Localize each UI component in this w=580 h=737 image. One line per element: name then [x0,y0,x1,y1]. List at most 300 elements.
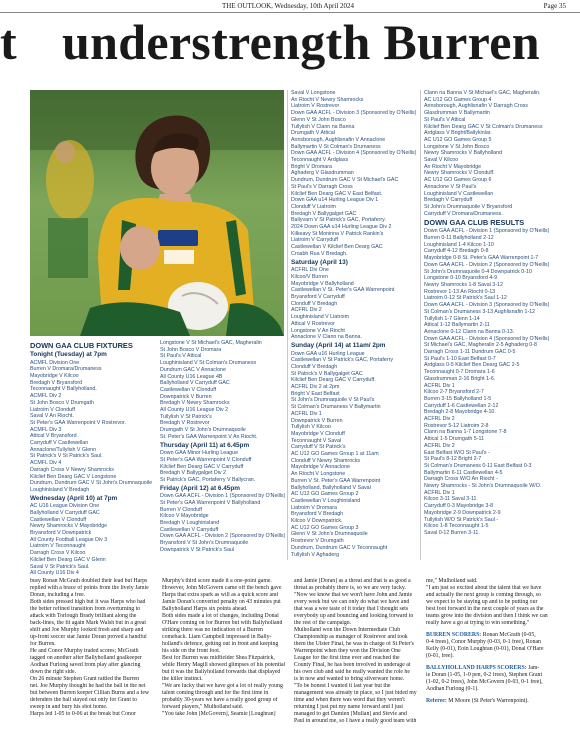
header-rule [0,12,580,13]
story-line: everybody up and bouncing and looking forward to [294,613,414,619]
fixture-line: Ballyholland V Carryduff GAC [160,380,230,387]
fixture-line: Longstone 0-10 Bryansford 4-9 [424,275,498,282]
fixture-line: Burren V Dromara/Drumaness [30,366,102,373]
fixture-line: Bredagh V Newry Shamrocks [160,400,230,407]
fixture-line: Loughinisland V Liatroim [291,314,350,321]
fixture-line: Ballyvarn V St Patrick's GAC, Portaferry. [291,217,386,224]
fixture-line: Tullylish W/O St Patrick's Saul - [424,516,499,523]
fixture-line: Annsborough, Aughlisnafin V Annaclone [291,136,386,143]
story-line: Aodhan Furlong saved from play after glancing [30,662,141,668]
fixture-line: Kilcoo/V Burren [291,273,328,280]
fixture-line: Down GAA ACFL - Division 1 (Sponsored by O'Neills) [424,228,550,235]
story-line: Both sides made a lot of changes, including Donal [162,613,279,619]
fixture-line: Down GAA ACFL - Division 1 (Sponsored by O'Neills) [160,493,286,500]
fixtures-b-body [160,340,287,554]
fixture-line: St John's Drumnaquoile V Bryansford [424,203,513,210]
fixture-line: Rostrevor V Drumgath [291,538,344,545]
harps-scorers-line [426,665,556,672]
fixture-line: East Belfast W/O St Paul's - [424,449,490,456]
page-number: Page 35 [543,2,566,10]
fixture-line: Saval 0-12 Burren 3-11. [424,530,480,536]
fixtures-a-body [30,351,158,577]
fixture-line: St Peter's GAA Warrenpoint V Clonduff [160,456,252,463]
fixture-line: Ballyholland V Carryduff GAC [30,509,100,516]
fixture-line: Bredagh V Ballygalget GAC [291,210,357,217]
fixture-line: St Patrick's GAC, Portaferry V Ballycran. [160,476,256,483]
story-line: that was a wee taste of it today that I thought sets [294,606,409,612]
story-line: every week but we can only do what we have and [294,599,410,605]
fixture-line: All County Football League Div 3 [30,536,108,543]
fixture-line: St Paul's 8-12 Bright 2-7 [424,456,482,463]
fixture-line: Down GAA ACFL - Division 2 (Sponsored by O'Neills) [424,261,550,268]
fixture-line: Glasdrumman 2-16 Bright 1-6. [424,375,496,382]
section-heading: Sunday (April 14) at 11am/ 2pm [291,341,386,349]
fixture-line: All County U16 Div 4 [30,570,79,577]
story-line: Harps that extra spark as will as a quick score and [162,592,278,598]
story-line: the better refined transition from overturning to [30,606,141,612]
story-line: comeback. Liam Campbell impressed in Bally- [162,634,272,640]
harps-scorers-cont: (1-02, 0-2 frees), John McGovern (0-03, 0-1 free), [426,679,543,685]
fixture-line: Burren V Clonduff [160,506,203,513]
fixture-line: Bryansford V Downpatrick [30,530,92,537]
fixture-line: An Riocht V Mayobridge [424,163,482,170]
fixture-line: Loughinisland V Bredagh [30,486,90,493]
story-line: Championship as manager of Rostrevor and took [294,634,408,640]
player-photo-illustration [30,90,284,336]
fixture-line: Teconnaught V Saval [291,437,342,444]
fixture-line: Rostrevor 5-12 Liatroim 2-8 [424,422,489,429]
section-heading: Wednesday (April 10) at 7pm [30,494,118,502]
fixture-line: Bredagh 2-8 Mayobridge 4-10. [424,409,496,416]
fixture-line: AC U12 GO Games Group 3 [291,524,359,531]
story-line: but it was the Ballyholland forwards that displayed [162,669,281,675]
fixture-line: Attical 1-12 Ballymartin 2-11 [424,322,490,329]
fixture-line: Loughinisland V Castlewellan [424,190,494,197]
fixtures-column-c [291,90,419,558]
fixture-line: Liatroim V Rostrevor [291,103,340,110]
story-line: On 26 minute Stephen Grant rattled the Burren [30,676,139,682]
fixture-line: St John's Drumnaquoile 0-4 Downpatrick 0-10 [424,268,532,275]
fixture-line: AC U12 GO Games Group 5 [424,136,492,143]
fixture-line: Saval V Kilcoo [424,157,459,164]
fixture-line: Down GAA ACFL - Division 4 (Sponsored by O'Neills) [424,335,550,342]
fixture-line: Clonduff V Liatroim [291,203,336,210]
fixture-line: Loughinisland 1-4 Kilcoo 1-10 [424,241,494,248]
fixture-line: Drumgath V Attical [291,130,335,137]
fixture-line: Newry Shamrocks 1-8 Saval 3-12 [424,281,503,288]
fixture-line: Saval V St Patrick's Saul. [30,563,90,570]
story-line: talent coming through and for the first time in [162,690,269,696]
fixture-line: St Paul's V Attical [424,116,466,123]
fixture-line: Longstone V St Michael's GAC, Magheralin [160,340,262,346]
fixture-line: Clann na Banna 1-7 Longstone 7-8 [424,429,507,436]
story-line: County Final, he has been involved in underage at [294,662,411,668]
burren-scorers-first: Ronan McGrath (0-05, [482,632,536,638]
story-line: me," Mulholland said. [426,578,478,584]
fixture-line: Kilcoo 1-8 Teconnaught 1-5 [424,523,489,530]
fixture-line: An Riocht V Longstone [291,471,346,478]
fixture-line: Kilclief Ben Dearg GAC V Carryduff. [291,377,376,384]
referee-text: M Moore (St Peter's Warrenpoint). [448,698,529,704]
fixture-line: AC U12 GO Games Group 1 at 11am [291,451,379,458]
story-line: them the Ulster Final, he was in charge of St Peter's [294,641,414,647]
fixture-line: Kilkeavy St Moninna V Patrick Rankin's [291,230,384,237]
fixture-line: Down GAA Minor Hurling League [160,450,239,457]
fixture-line: Liatroim V Clonduff [30,406,75,413]
fixture-line: Liatroim 0-12 St Patrick's Saul 1-12 [424,295,507,302]
story-line: forward players," Mulholland said. [162,704,244,710]
referee-line [426,698,556,705]
fixture-line: Longstone V An Riocht [291,327,345,334]
fixture-line: Annaclone/Tullylish V Glenn [30,446,97,453]
fixture-line: ACMFL Division One [30,359,80,366]
story-line: holland's defence, getting out in front and keeping [162,641,279,647]
fixture-line: St John Bosco V Drumgath [30,399,94,406]
fixture-line: Newry Shamrocks V Mayobridge [30,523,108,530]
fixture-line: Carryduff 4-12 Bredagh 0-8 [424,248,489,255]
story-line: attack with Torlough Brady brilliant along the [30,613,137,619]
fixture-line: Down GAA ACFL - Division 3 (Sponsored by O'Neills) [291,110,417,117]
fixture-line: Glenn V St John Bosco [291,116,346,123]
fixture-line: Carryduff V Castlewellan [30,440,89,447]
harps-scorers-label: BALLYHOLLAND HARPS SCORERS: [426,665,527,671]
story-line: "To be honest I wanted it last year but the [294,683,391,689]
fixture-line: Dundrum GAC V Annaclone [160,366,226,373]
fixture-line: Annaclone V St Paul's [424,183,477,190]
fixtures-title: DOWN GAA CLUB FIXTURES [30,341,133,350]
fixture-line: Kilcoo V Mayobridge [160,513,209,520]
story-line: "Now we know that we won't have John and Jamie [294,592,413,598]
fixture-line: Ardglass V Bright/Ballykinlar. [424,130,492,137]
story-line: Mulholland won the Down Intermediate Club [294,627,401,633]
story-line: sweep in and bury his shot home. [30,704,108,710]
fixture-line: Croabh Rua V Bredagh. [291,250,348,257]
fixture-line: Carryduff V Dromara/Drumaness. [424,210,503,217]
fixture-line: Down GAA ACFL - Division 2 (Sponsored by O'Neills) [160,533,286,540]
story-line: Jamie Doran's converted penalty on 43 minutes put [162,599,281,605]
column-rule [287,90,288,560]
fixture-line: ACFRL Div 1 [424,382,455,389]
fixture-line: Teconnaught V Ardglass [291,157,349,164]
fixture-line: Drumgath V St John's Drumnaquoile [160,427,246,434]
fixture-line: ACFRL Div 2 [424,416,455,423]
section-heading: Tonight (Tuesday) at 7pm [30,351,107,358]
story-column-4 [426,578,556,705]
fixture-line: Ballymartin 6-11 Castlewellan 4-5 [424,469,503,476]
fixture-line: Kilcoo 3-11 Saval 3-11 [424,496,477,503]
fixture-line: Rostrevor 1-13 An Riocht 0-13 [424,288,496,295]
story-line: the rest of the campaign. [294,620,352,626]
fixture-line: Down GAA u14 Hurling League Div 1 [291,197,379,204]
fixture-line: Darragh Cross V Newry Shamrocks [30,466,114,473]
fixture-line: Ballymartin V St Colman's Drumaness [291,143,381,150]
fixture-line: Burren 0-11 Ballyholland 2-12 [424,235,494,242]
fixture-line: Castlewellan V Carryduff [160,526,219,533]
fixture-line: St Paul's V Attical [160,353,202,360]
story-line: Doran, including a free. [30,592,86,598]
fixture-line: Carryduff 0-3 Mayobridge 3-8 [424,503,494,510]
fixture-line: St John Bosco V Dromara [160,346,222,353]
story-line: busy Ronan McGrath doubled their lead but Harps [30,578,148,584]
story-line: and Jamie [Doran] as a threat and that is as good a [294,578,411,584]
story-line: threat as probably there is, so we are very lucky. [294,585,406,591]
section-heading: Saturday (April 13) [291,258,348,266]
fixture-line: Bryansford V Bredagh [291,511,344,518]
fixture-line: Mayobridge 2-9 Downpatrick 2-9 [424,509,501,516]
fixture-line: Bryansford V St John's Drumnaquoile [160,540,249,547]
fixture-line: Annsborough, Aughlisnafin V Darragh Cross [424,103,528,110]
fixture-line: Ardglass 0-5 Kilclief Ben Dearg GAC 2-5 [424,362,520,369]
fixture-line: Down GAA u16 Hurling League [291,350,365,357]
fixtures-c-body [291,90,419,558]
fixture-line: Annaclone V Clann na Banna. [291,334,362,341]
fixtures-column-d [424,90,552,537]
section-heading: DOWN GAA CLUB RESULTS [424,218,525,228]
story-line: the killer instinct. [162,676,203,682]
fixture-line: Teconnaught V Ballyholland. [30,386,97,393]
burren-scorers-label: BURREN SCORERS: [426,632,482,638]
harps-scorers-cont: ie Doran (1-05, 1-0 pen, 0-2 frees), Stephen Grant [426,672,543,678]
fixture-line: AC U12 GO Games Group 6 [424,177,492,184]
fixture-line: Down GAA ACFL - Division 4 (Sponsored by O'Neills) [291,150,417,157]
fixture-line: St Colman's Drumaness V Ballymartin [291,404,381,411]
fixture-line: St. Peter's GAA Warrenpoint V An Riocht. [160,433,258,440]
story-line: "You take John [McGovern], Seamie [Loughran] [162,711,276,717]
fixture-line: Mayobridge V Clonduff [291,430,345,437]
fixture-line: AC U12 GO Games Group 4 [424,96,492,103]
fixture-line: Loughinisland V St Colman's Drumaness [160,360,257,367]
fixture-line: An Riocht V Newry Shamrocks [291,96,364,103]
story-column-1 [30,578,158,718]
story-line: Both sides pressed high but it was Harps who had [30,599,146,605]
story-line: He and Conor Murphy traded scores; McGrath [30,648,139,654]
fixture-line: St Colman's Drumaness 3-13 Aughlisnafin 1-12 [424,308,536,315]
fixture-line: Dundrum, Dundrum GAC V Teconnaught [291,544,388,551]
referee-label: Referee: [426,698,447,704]
harps-scorers-cont: Aodhan Furlong (0-1). [426,686,479,692]
harps-scorers-first: Jam- [528,665,540,671]
fixture-line: Kilclief Ben Dearg GAC V Longstone [30,473,117,480]
fixture-line: ACFRL Div 1 [424,489,455,496]
fixture-line: ACFRL Div 2 [291,307,322,314]
fixture-line: Newry Shamrocks - St John's Drumnaquoile W/O. [424,483,542,490]
story-column-3 [294,578,422,725]
burren-scorers-cont: Kelly (0-01), Eoin Loughran (0-01), Donal O'Hare [426,646,544,652]
fixture-line: Bredagh V Carryduff [424,197,473,204]
fixture-line: Downpatrick V St Patrick's Saul [160,546,235,553]
fixture-line: Bright V Dromara [291,163,332,170]
fixture-line: Attical V Rostrevor [291,320,335,327]
fixture-line: Clonduff V Bredagh [291,363,338,370]
fixture-line: Carryduff 1-6 Castlewellan 2-12 [424,402,499,409]
fixture-line: Burren 3-15 Ballyholland 1-5 [424,395,492,402]
story-line: for Burren. [30,641,56,647]
fixture-line: 2024 Down GAA u14 Hurling League Div 2 [291,224,392,231]
fixture-line: Attical 1-5 Drumgath 5-11 [424,436,484,443]
fixture-line: Castlewellan V St. Peter's GAA Warrenpoint [291,287,395,294]
fixture-line: ACFRL Div 2 at 2pm [291,384,340,391]
story-line: net. Joe Murphy thought he had the ball in the net [30,683,146,689]
fixture-line: ACFRL Div 2 [424,442,455,449]
fixture-line: Castlewellan V St Patrick's GAC, Portaferry [291,357,393,364]
fixture-line: Liatroim V Carryduff [291,237,339,244]
fixture-line: Bredagh V Rostrevor [160,420,210,427]
story-line: striking there was no indication of a Burren [162,627,263,633]
fixture-line: Liatroim V Dromara [291,504,337,511]
story-line: League for the first time ever and reached the [294,655,400,661]
fixture-line: Mayobridge V Annaclone [291,464,350,471]
fixture-line: Clonduff V Newry Shamrocks [291,457,361,464]
fixture-line: Newry Shamrocks V Clonduff. [424,170,495,177]
story-line: "We are lucky that we have got a lot of really young [162,683,283,689]
fixtures-column-b [160,340,287,554]
fixture-line: St John's Drumnaquoile V St Paul's [291,397,375,404]
story-col4-body [426,578,556,627]
fixture-line: Castlewellan V Clonduff [30,516,87,523]
fixtures-column-a [30,340,158,577]
burren-scorers-cont: (0-01, free). [426,653,454,659]
fixture-line: Mayobridge V Ballyholland [291,280,354,287]
fixture-line: All County U16 League 4B [160,373,223,380]
story-line: "I am just so excited about the talent that we have [426,585,542,591]
story-line: time and when there was word that they weren't [294,697,405,703]
fixture-line: St Paul's V Darragh Cross [291,183,353,190]
gaelic-football-player-photo [30,90,284,336]
fixture-line: Mayobridge V Kilcoo [30,373,79,379]
story-line: we expect to be staying up and to be putting our [426,599,538,605]
story-line: down the right side. [30,669,77,675]
fixture-line: Tullylish V Clann na Banna [291,123,355,130]
fixture-line: Tullylish V St Patrick's [160,413,212,420]
fixture-line: AC U12 GO Games Group 2 [291,491,359,498]
headline [0,14,580,70]
burren-scorers-cont: 0-4 frees), Conor Murphy (0-03, 0-1 free), Ronan [426,639,541,645]
fixture-line: ACFRL Div 1 [291,410,322,417]
fixture-line: Aghaderg V Glasdrumman [291,170,354,177]
story-line: However, John McGovern came off the bench gave [162,585,282,591]
fixture-line: Dundrum, Dundrum GAC V St John's Drumnaquoile [30,480,153,487]
section-heading: Friday (April 12) at 6.45pm [160,484,240,492]
story-line: Paul in around me, so I have a really good team with [294,718,417,724]
story-line: replied with a brace of points from the lively Jamie [30,585,149,591]
fixture-line: Saval V Longstone [291,90,336,96]
running-header: THE OUTLOOK, Wednesday, 10th April 2024 [222,2,355,10]
fixture-line: Kilclief Ben Dearg GAC V East Belfast. [291,190,383,197]
fixture-line: St Michael's GAC, Magheralin 2-5 Aghaderg 0-8 [424,342,537,349]
fixture-line: Ballyholland, Ballyholland V Saval [291,484,371,491]
story-line: Best for Burren was midfielder Shea Fitzpatrick, [162,655,275,661]
story-line: Harps led 1-05 to 0-06 at the break but Conor [30,711,136,717]
story-line: management was already in place, so I just bided my [294,690,417,696]
fixtures-d-body [424,90,552,537]
fixture-line: Kilcoo 2-7 Bryansford 2-7 [424,389,484,396]
fixture-line: Tullylish V Aghaderg [291,551,340,558]
fixture-line: Kilclief Ben Dearg GAC V Carryduff [160,463,244,470]
fixture-line: ACMFL Div 3 [30,426,62,433]
fixture-line: AC U16 League Division One [30,503,100,510]
fixture-line: Newry Shamrocks V Ballyholland [424,150,503,157]
story-line: managed to get Damien [Mullan] and Stevie and [294,711,407,717]
fixture-line: Clann na Banna V St Michael's GAC, Magheralin. [424,90,541,96]
fixture-line: Dundrum, Dundrum GAC V St Michael's GAC [291,177,399,184]
fixture-line: ACFRL Div One [291,267,329,274]
story-line: but between Burren keeper Cillian Burns and a few [30,690,150,696]
story-line: back-lines, the fit again Mark Walsh but in a great [30,620,146,626]
story-line: and actually the next group is coming through, so [426,592,541,598]
fixture-line: St Colman's Drumaness 0-11 East Belfast 0-3 [424,462,532,469]
column-rule [420,90,421,560]
fixture-line: St Peter's GAA Warrenpoint V Ballyholland [160,499,261,506]
story-line: returning I just put my name forward and I just [294,704,403,710]
fixture-line: Tullylish 1-7 Glenn 1-14 [424,315,480,322]
story-line: while Henry Magill showed glimpses of his potential [162,662,286,668]
fixture-line: Carryduff V St Patrick's [291,444,346,451]
fixture-line: Bryansford V Carryduff [291,293,345,300]
fixture-line: Clonduff V Bredagh [291,300,338,307]
fixture-line: Longstone V St John Bosco [424,143,490,150]
fixture-line: Darragh Cross V Kilcoo [30,550,86,557]
headline-fragment: t [0,14,17,70]
fixture-line: Tullylish V Kilcoo [291,424,331,431]
story-line: his own club and said he really wanted the role he [294,669,410,675]
fixture-line: Darragh Cross 1-11 Dundrum GAC 0-5 [424,349,516,356]
story-line: Murphy's third score made it a one-point game. [162,578,272,584]
fixture-line: Mayobridge 0-8 St. Peter's GAA Warrenpoint 1-7 [424,255,539,262]
story-line: his side on the front foot. [162,648,221,654]
fixture-line: Glenn V St John's Drumnaquoile [291,531,368,538]
story-line: really have a go at trying to win something." [426,620,530,626]
fixture-line: Darragh Cross W/O An Riocht - [424,476,498,483]
fixture-line: Castlewellan V Loughinisland [291,497,361,504]
fixture-line: St Patrick's V Ballygalget GAC [291,370,363,377]
fixture-line: Castlewellan V Kilclief Ben Dearg GAC [291,244,383,251]
story-line: up-front soccer star Jamie Doran proved a handful [30,634,147,640]
fixture-line: Saval V An Riocht. [30,413,74,420]
fixture-line: All County U16 League Div 2 [160,407,229,414]
story-line: Ballyholland Harps six points ahead. [162,606,248,612]
fixture-line: ACMFL Div 4 [30,460,62,467]
story-line: tagged on another after Ballyholland goalkeeper [30,655,142,661]
headline-main: understrength Burren [62,14,540,70]
fixture-line: ACMFL Div 2 [30,393,62,400]
fixture-line: Kilclief Ben Dearg GAC V St Colman's Drumaness [424,123,543,130]
fixture-line: Attical V Bryansford [30,433,77,440]
story-column-2 [162,578,290,718]
fixture-line: St Paul's 1-10 East Belfast 0-7 [424,355,496,362]
fixture-line: Burren V St. Peter's GAA Warrenpoint [291,477,381,484]
fixture-line: Down GAA ACFL - Division 3 (Sponsored by O'Neills) [424,302,550,309]
fixture-line: Glasdrumman V Ballymartin [424,110,490,117]
burren-scorers-line [426,632,556,639]
fixture-line: Kilcoo V Downpatrick. [291,518,343,525]
story-line: best foot forward in the next couple of years as the [426,606,544,612]
section-heading: Thursday (April 11) at 6.45pm [160,441,250,449]
fixture-line: Bredagh V Bryansford [30,379,83,386]
fixture-line: Annaclone 0-12 Clann na Banna 0-13. [424,328,515,335]
story-line: O'Hare coming on for Burren but with Ballyholland [162,620,283,626]
fixture-line: Bredagh V Ballygalget Div 2 [160,470,226,477]
story-line: shift and Joe Murphy looked fresh and sharp and [30,627,144,633]
story-line: teams grow into the division and then I think we can [426,613,548,619]
fixture-line: Bright V East Belfast [291,390,340,397]
fixture-line: Castlewellan V Clonduff [160,386,217,393]
story-line: defenders the ball stayed out only for Grant to [30,697,137,703]
fixture-line: St Patrick's V St Patrick's Saul. [30,453,103,460]
fixture-line: Teconnaught 0-7 Dromara 1-6 [424,369,495,376]
story-line: Warrenpoint when they won the Division One [294,648,401,654]
fixture-line: Downpatrick V Burren [291,417,343,424]
fixture-line: Liatroim V Teconnaught [30,543,86,550]
